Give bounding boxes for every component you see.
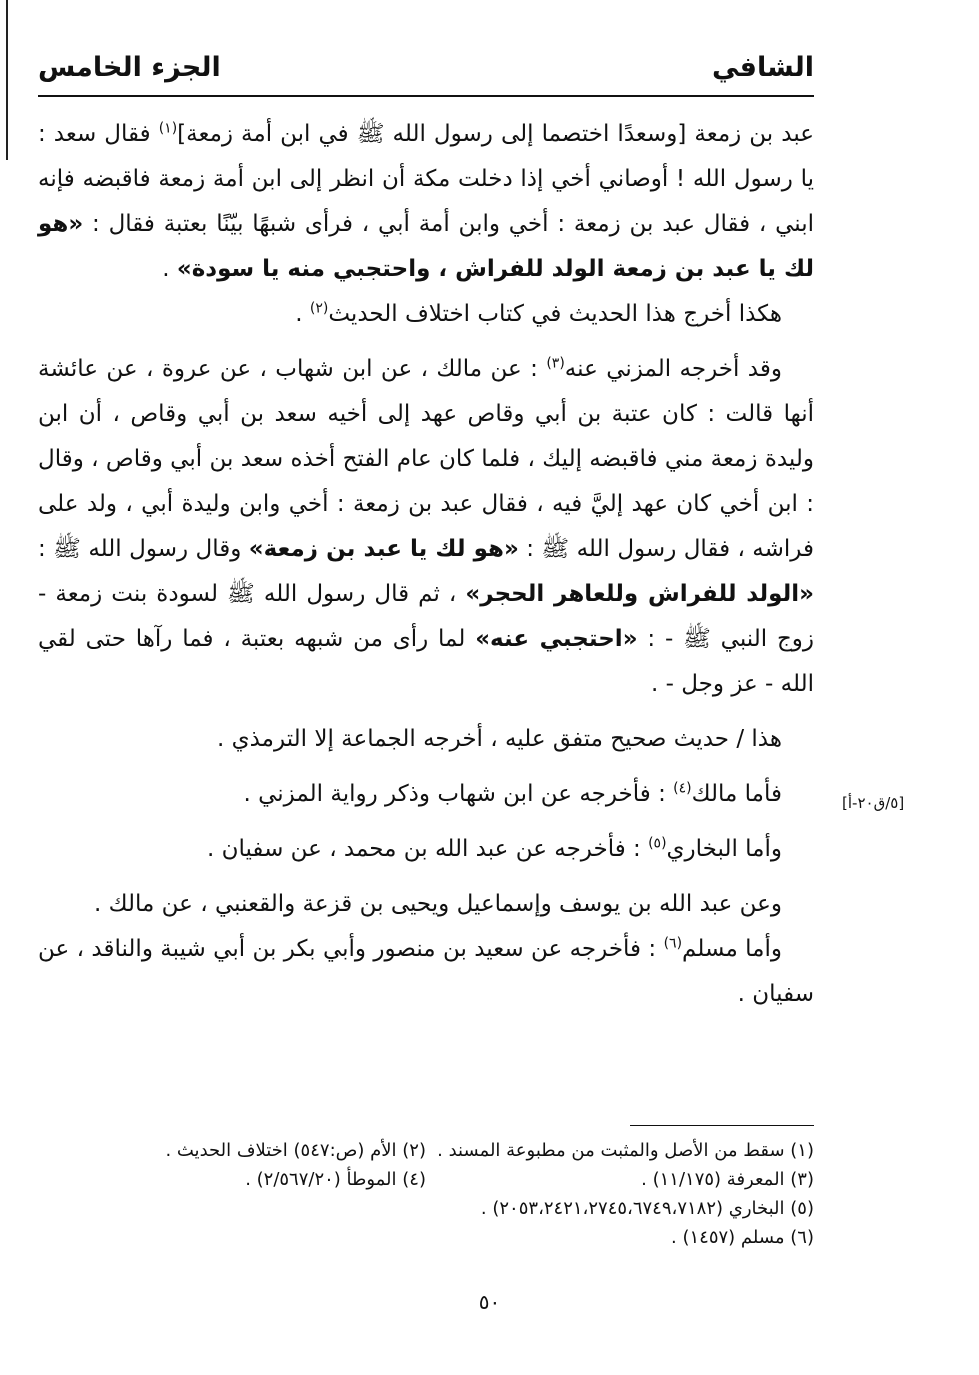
hadith-quote: «هو لك يا عبد بن زمعة الولد للفراش ، واحتجبي منه يا سودة» <box>38 211 814 282</box>
footnote-row <box>38 1136 814 1165</box>
footnote-1: (١) سقط من الأصل والمثبت من مطبوعة المسند . <box>437 1140 814 1161</box>
text-segment: : عن مالك ، عن ابن شهاب ، عن عروة ، عن عائشة أنها قالت : كان عتبة بن أبي وقاص عهد إلى أخيه سعد بن أبي وقاص ، أن ابن وليدة زمعة مني فاقبضه إليك ، فلما كان عام الفتح أخذه سعد بن أبي وقاص ، وقال : ابن أخي كان عهد إليَّ فيه ، فقال عبد بن زمعة : أخي وابن وليدة أبي ، ولد على فراشه ، فقال رسول الله ﷺ : <box>38 356 814 562</box>
text-segment: وقال رسول الله ﷺ : <box>38 536 249 562</box>
text-segment: . <box>162 256 177 282</box>
book-title: الشافي <box>711 52 814 83</box>
hadith-quote: «هو لك يا عبد بن زمعة» <box>248 536 519 562</box>
hadith-quote: «الولد للفراش وللعاهر الحجر» <box>465 581 814 607</box>
text-segment: : فأخرجه عن عبد الله بن محمد ، عن سفيان . <box>206 836 649 862</box>
hadith-quote: «احتجبي عنه» <box>475 626 638 652</box>
footnote-ref: (٦) <box>663 935 683 952</box>
paragraph-1 <box>38 112 814 292</box>
paragraph-3 <box>38 347 814 707</box>
footnote-ref: (٢) <box>309 300 329 317</box>
footnote-2: (٢) الأم (ص:٥٤٧) اختلاف الحديث . <box>165 1140 426 1161</box>
text-segment: فأما مالك <box>691 781 782 807</box>
footnote-row <box>38 1165 814 1194</box>
paragraph-2 <box>38 292 814 337</box>
footnotes <box>38 1136 814 1252</box>
footnote-ref: (٥) <box>648 835 667 852</box>
text-segment: : فأخرجه عن سعيد بن منصور وأبي بكر بن أبي شيبة والناقد ، عن سفيان . <box>38 936 814 1007</box>
paragraph-8 <box>38 927 814 1017</box>
paragraph-6 <box>38 827 814 872</box>
footnote-ref: (٤) <box>673 780 692 797</box>
footnote-ref: (٣) <box>546 355 565 372</box>
volume-label: الجزء الخامس <box>38 52 221 83</box>
text-segment: ، ثم قال رسول الله ﷺ لسودة بنت زمعة - زوج النبي ﷺ - : <box>38 581 814 652</box>
text-segment: هكذا أخرج هذا الحديث في كتاب اختلاف الحديث <box>328 301 782 327</box>
page-header <box>38 48 814 92</box>
footnote-divider <box>630 1125 814 1126</box>
header-divider <box>38 95 814 97</box>
main-text <box>38 112 814 1017</box>
footnote-4: (٤) الموطأ (٢/٥٦٧/٢٠) . <box>245 1169 426 1190</box>
text-segment: : فأخرجه عن ابن شهاب وذكر رواية المزني . <box>243 781 674 807</box>
footnote-6: (٦) مسلم (١٤٥٧) . <box>671 1227 814 1248</box>
text-segment: لما رأى من شبهه بعتبة ، فما رآها حتى لقي الله - عز وجل - . <box>38 626 814 697</box>
paragraph-4: هذا / حديث صحيح متفق عليه ، أخرجه الجماعة إلا الترمذي . <box>216 726 782 752</box>
paragraph-5 <box>38 772 814 817</box>
text-segment: وأما مسلم <box>682 936 782 962</box>
text-segment: . <box>295 301 310 327</box>
text-segment: عبد بن زمعة [وسعدًا اختصما إلى رسول الله ﷺ في ابن أمة زمعة] <box>177 121 814 147</box>
page-number: ٥٠ <box>478 1290 501 1314</box>
text-segment: وقد أخرجه المزني عنه <box>564 356 782 382</box>
footnote-5: (٥) البخاري (٢٠٥٣،٢٤٢١،٢٧٤٥،٦٧٤٩،٧١٨٢) . <box>480 1198 814 1219</box>
paragraph-7: وعن عبد الله بن يوسف وإسماعيل ويحيى بن قزعة والقعنبي ، عن مالك . <box>94 891 782 917</box>
footnote-3: (٣) المعرفة (١١/١٧٥) . <box>641 1169 814 1190</box>
footnote-ref: (١) <box>158 120 178 137</box>
manuscript-margin-reference: [٥/ق٢٠-أ] <box>842 794 905 812</box>
text-segment: فقال سعد : يا رسول الله ! أوصاني أخي إذا دخلت مكة أن انظر إلى ابن أمة زمعة فاقبضه فإنه ابني ، فقال عبد بن زمعة : أخي وابن أمة أبي ، فرأى شبهًا بيّنًا بعتبة فقال : <box>38 121 814 237</box>
text-segment: وأما البخاري <box>666 836 782 862</box>
page-edge-line <box>6 0 8 160</box>
